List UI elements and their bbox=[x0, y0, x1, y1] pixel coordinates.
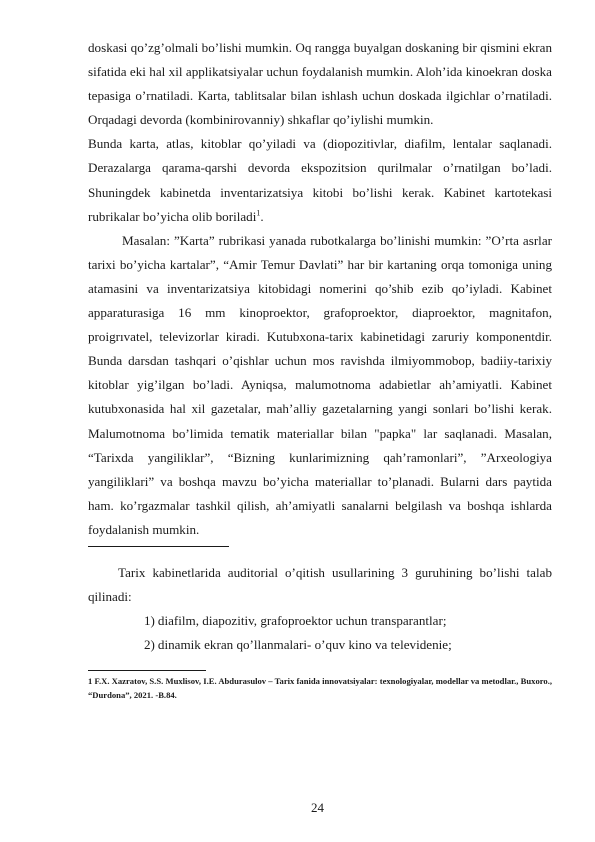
list-item-number: 2) bbox=[144, 637, 155, 653]
paragraph-3: Masalan: ”Karta” rubrikasi yanada rubotkalarga bo’linishi mumkin: ”O’rta asrlar tarixi bo’yicha kartalar”, “Amir Temur Davlati” har bir kartaning orqa tomoniga uning atamasini va inventarizatsiya kitobidagi nomerini qo’shib ezib qo’iyladi. Kabinet apparaturasiga 16 mm kinoproektor, grafoproektor, diaproektor, magnitafon, proigrıvatel, televizorlar kiradi. Kutubxona-tarix kabinetidagi zaruriy komponentdir. Bunda darsdan tashqari o’qishlar uchun mos ravishda ilmiyommobop, badiiy-tarixiy kitoblar yig’ilgan bo’ladi. Ayniqsa, malumotnoma adabietlar ah’amiyatli. Kabinet kutubxonasida hal xil gazetalar, mah’alliy gazetalarning yangi sonlari bo’lishi kerak. Malumotnoma bo’limida tematik materiallar bilan "papka" lar saqlanadi. Masalan, “Tarixda yangiliklar”, “Bizning kunlarimizning qah’ramonlari”, ”Arxeologiya yangiliklari” va boshqa mavzu bo’yicha materiallar to’planadi. Bularni dars paytida ham. ko’rgazmalar tashkil qilish, ah’amiyatli sanalarni belgilash va boshqa ishlarda foydalanish mumkin. bbox=[88, 232, 552, 537]
paragraph-4: Tarix kabinetlarida auditorial o’qitish usullarining 3 guruhining bo’lishi talab qilinadi: bbox=[88, 564, 552, 605]
list-item-text: diafilm, diapozitiv, grafoproektor uchun transparantlar; bbox=[157, 613, 447, 629]
methods-list bbox=[88, 609, 552, 657]
list-item bbox=[88, 633, 552, 657]
list-item bbox=[88, 609, 552, 633]
footnote-ref: 1 bbox=[256, 208, 261, 218]
paragraph-2 bbox=[88, 132, 552, 228]
section-divider bbox=[88, 546, 229, 547]
footnote-number: 1 bbox=[88, 676, 93, 687]
footnote-text: F.X. Xazratov, S.S. Muxlisov, I.E. Abdurasulov – Tarix fanida innovatsiyalar: texnologiyalar, modellar va metodlar., Buxoro., “Durdona”, 2021. -B.84. bbox=[88, 676, 553, 700]
paragraph-2-text: Bunda karta, atlas, kitoblar qo’yiladi va (diopozitivlar, diafilm, lentalar saqlanadi. Derazalarga qarama-qarshi devorda ekspozitsion qurilmalar o’rnatilgan bo’ladi. Shuningdek kabinetda inventarizatsiya kitobi bo’lishi kerak. Kabinet kartotekasi rubrikalar bo’yicha olib boriladi bbox=[88, 136, 552, 224]
footnote-divider bbox=[88, 670, 206, 671]
paragraph-1: doskasi qo’zg’olmali bo’lishi mumkin. Oq rangga buyalgan doskaning bir qismini ekran sifatida eki hal xil applikatsiyalar uchun foydalanish mumkin. Aloh’ida kinoekran doska tepasiga o’rnatiladi. Karta, tablitsalar bilan ishlash uchun doskada ilgichlar o’rnatiladi. Orqadagi devorda (kombinirovanniy) shkaflar qo’iylishi mumkin. bbox=[88, 40, 552, 128]
footnote bbox=[88, 675, 552, 702]
list-item-text: dinamik ekran qo’llanmalari- o’quv kino va televidenie; bbox=[157, 637, 452, 653]
page-content bbox=[88, 36, 552, 702]
list-item-number: 1) bbox=[144, 613, 155, 629]
paragraph-2-end: . bbox=[260, 208, 264, 224]
page-number: 24 bbox=[311, 800, 324, 815]
